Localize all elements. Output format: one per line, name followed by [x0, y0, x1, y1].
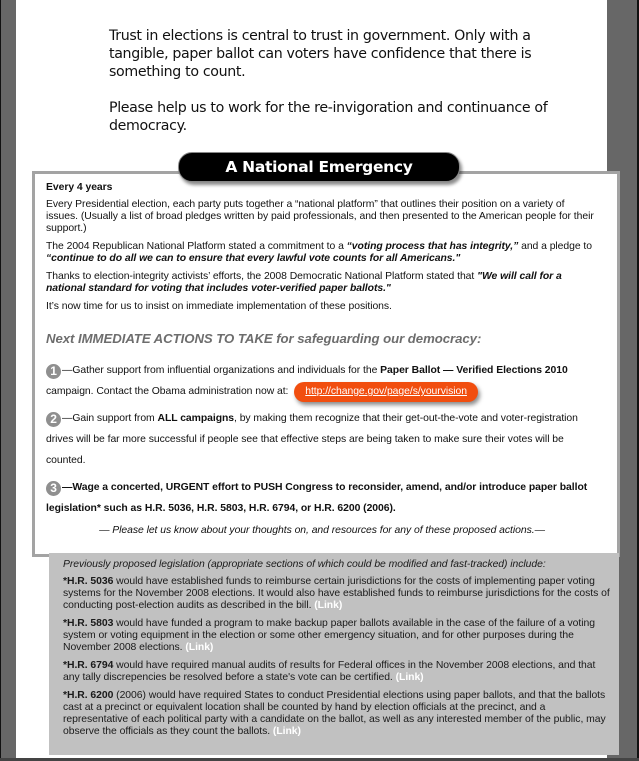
number-2-icon: 2 [46, 412, 61, 427]
democratic-platform-paragraph [46, 271, 598, 295]
platform-paragraph: Every Presidential election, each party puts together a “national platform” that outlines their position on a variety of issues. (Usually a list of broad pledges written by paid professionals, and then presented to the American people for their support.) [46, 199, 594, 234]
section-title-national-emergency: A National Emergency [178, 152, 460, 182]
text: The 2004 Republican National Platform stated a commitment to a [46, 241, 347, 252]
campaign-name: Paper Ballot — Verified Elections 2010 [380, 365, 568, 376]
next-actions-heading: Next IMMEDIATE ACTIONS TO TAKE for safeguarding our democracy: [46, 331, 482, 346]
bill-link[interactable]: (Link) [314, 600, 343, 611]
action-item-3 [46, 477, 598, 519]
intro-paragraph-2: Please help us to work for the re-invigoration and continuance of democracy. [109, 100, 548, 134]
intro-section [109, 27, 549, 153]
document-page [16, 0, 610, 758]
bill-id: *H.R. 5036 [63, 576, 114, 587]
intro-paragraph-1: Trust in elections is central to trust in government. Only with a tangible, paper ballot can voters have confidence that there is something to count. [109, 28, 532, 80]
quote-national-standard: "We will call for a national standard for voting that includes voter-verified paper ballots." [46, 271, 562, 294]
text: campaign. Contact the Obama administration now at: [46, 386, 292, 397]
bill-hr-6794 [63, 660, 611, 684]
text: —Gain support from [62, 413, 158, 424]
emergency-content [46, 182, 598, 543]
text: and a pledge to [518, 241, 592, 252]
bill-text: would have funded a program to make backup paper ballots available in the case of the failure of a voting system or voting equipment in the election or some other emergency situation, and for other purposes during the November 2008 elections. [63, 618, 595, 653]
legislation-panel [49, 553, 619, 755]
quote-integrity: “voting process that has integrity,” [346, 241, 519, 252]
closing-note: — Please let us know about your thoughts on, and resources for any of these proposed actions.— [99, 525, 545, 536]
bill-text: (2006) would have required States to conduct Presidential elections using paper ballots, and that the ballots cast at a precinct or equivalent location shall be counted by hand by election officials at the precinct, and a representative of each political party with a candidate on the ballot, as well as any interested member of the public, may observe the officials as they count the ballots. [63, 690, 606, 737]
action-item-1 [46, 360, 598, 402]
text: Thanks to election-integrity activists’ efforts, the 2008 Democratic National Platform stated that [46, 271, 478, 282]
bill-link[interactable]: (Link) [395, 672, 424, 683]
bill-hr-5036 [63, 576, 611, 612]
change-gov-link-button[interactable]: http://change.gov/page/s/yourvision [294, 382, 478, 402]
bill-id: *H.R. 6794 [63, 660, 114, 671]
bill-hr-6200 [63, 690, 611, 738]
quote-lawful-vote: “continue to do all we can to ensure that every lawful vote counts for all Americans." [46, 253, 461, 264]
all-campaigns: ALL campaigns [157, 413, 235, 424]
bill-id: *H.R. 5803 [63, 618, 114, 629]
bill-id: *H.R. 6200 [63, 690, 114, 701]
legislation-intro: Previously proposed legislation (appropriate sections of which could be modified and fast-tracked) include: [63, 559, 546, 570]
action-item-2 [46, 408, 598, 471]
text: —Gather support from influential organizations and individuals for the [62, 365, 381, 376]
bill-text: would have required manual audits of results for Federal offices in the November 2008 elections, and that any tally discrepencies be resolved before a state's vote can be certified. [63, 660, 596, 683]
text: —Wage a concerted, URGENT effort to PUSH Congress to reconsider, amend, and/or introduce paper ballot legislation* such as H.R. 5036, H.R. 5803, H.R. 6794, or H.R. 6200 (2006). [46, 482, 588, 514]
number-3-icon: 3 [46, 481, 61, 496]
bill-text: would have established funds to reimburse certain jurisdictions for the costs of implementing paper voting systems for the November 2008 elections. It would also have established funds to reimburse jurisdictions for the costs of conducting post-election audits as described in the bill. [63, 576, 610, 611]
insist-paragraph: It’s now time for us to insist on immediate implementation of these positions. [46, 301, 392, 312]
text: , by making them recognize that their get-out-the-vote and voter-registration drives will be far more successful if people see that effective steps are being taken to make sure their votes will be counted. [46, 413, 578, 466]
window-edge-left [0, 0, 1, 761]
bill-hr-5803 [63, 618, 611, 654]
every-4-years-heading: Every 4 years [46, 182, 113, 193]
bill-link[interactable]: (Link) [272, 726, 301, 737]
republican-platform-paragraph [46, 241, 598, 265]
number-1-icon: 1 [46, 364, 61, 379]
bill-link[interactable]: (Link) [185, 642, 214, 653]
legislation-content [63, 559, 611, 744]
